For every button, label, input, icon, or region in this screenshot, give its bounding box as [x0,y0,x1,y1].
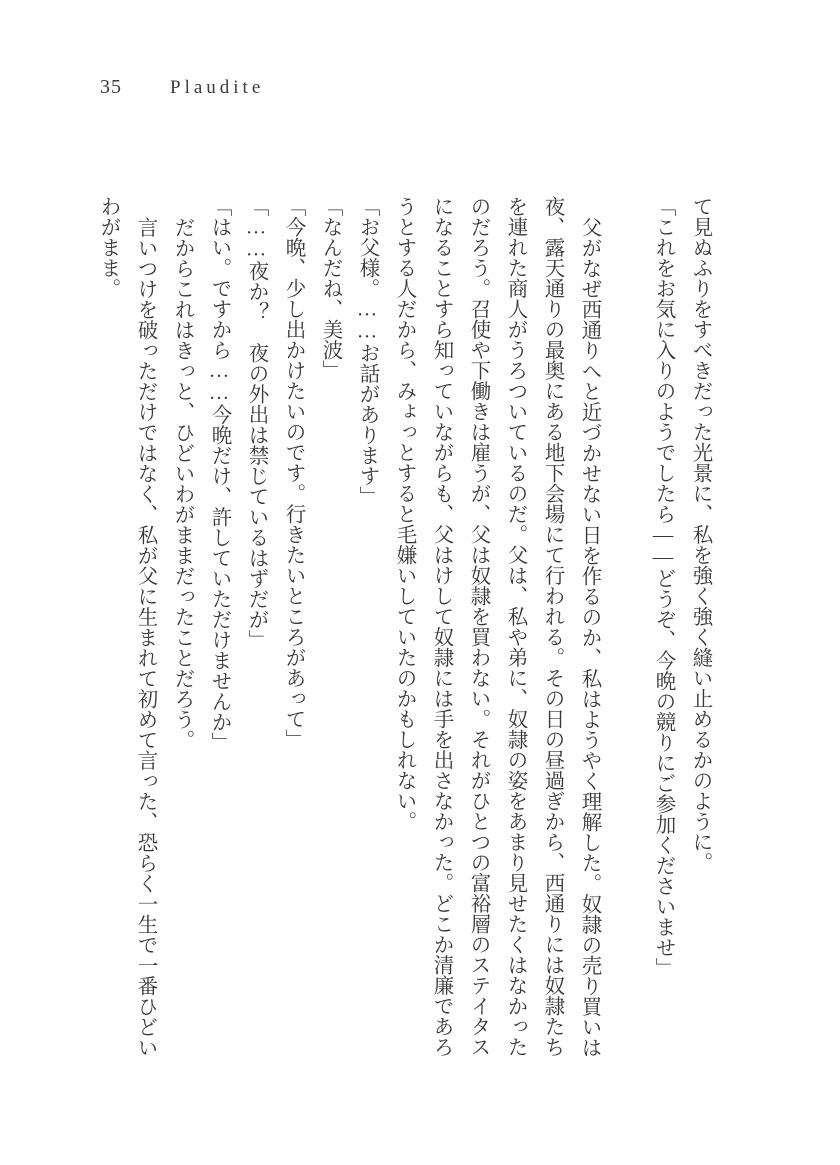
paragraph: 「……夜か？ 夜の外出は禁じているはずだが」 [245,196,267,650]
paragraph: だからこれはきっと、ひどいわがままだったことだろう。 [171,216,193,750]
paragraph: 父がなぜ西通りへと近づかせない日を作るのか、私はようやく理解した。奴隷の売り買いは夜、露天通りの最奥にある地下会場にて行われる。その日の昼過ぎから、西通りには奴隷たちを連れた商人がうろついているのだ。父は、私や弟に、奴隷の姿をあまり見せたくはなかったのだろう。召使や下働きは雇うが、父は奴隷を買わない。それがひとつの富裕層のステイタスになることすら知っていながらも、父はけして奴隷には手を出さなかった。どこか清廉であろうとする人だから、みょっとすると毛嫌いしていたのかもしれない。 [393,196,600,1057]
page-header [100,76,264,99]
body-text [89,196,718,1068]
paragraph: 言いつけを破っただけではなく、私が父に生まれて初めて言った、恐らく一生で一番ひどいわがまま。 [97,196,156,1057]
paragraph: て見ぬふりをすべきだった光景に、私を強く強く縫い止めるかのように。 [689,196,711,873]
running-title: Plaudite [170,77,265,98]
paragraph: 「なんだね、美波」 [319,196,341,381]
paragraph: 「今晩、少し出かけたいのです。行きたいところがあって」 [282,196,304,750]
paragraph: 「お父様。……お話があります」 [356,196,378,507]
paragraph: 「はい。ですから……今晩だけ、許していただけませんか」 [208,196,230,753]
paragraph: 「これをお気に入りのようでしたら――どうぞ、今晩の競りにご参加くださいませ」 [652,196,674,978]
page-number: 35 [100,76,122,98]
